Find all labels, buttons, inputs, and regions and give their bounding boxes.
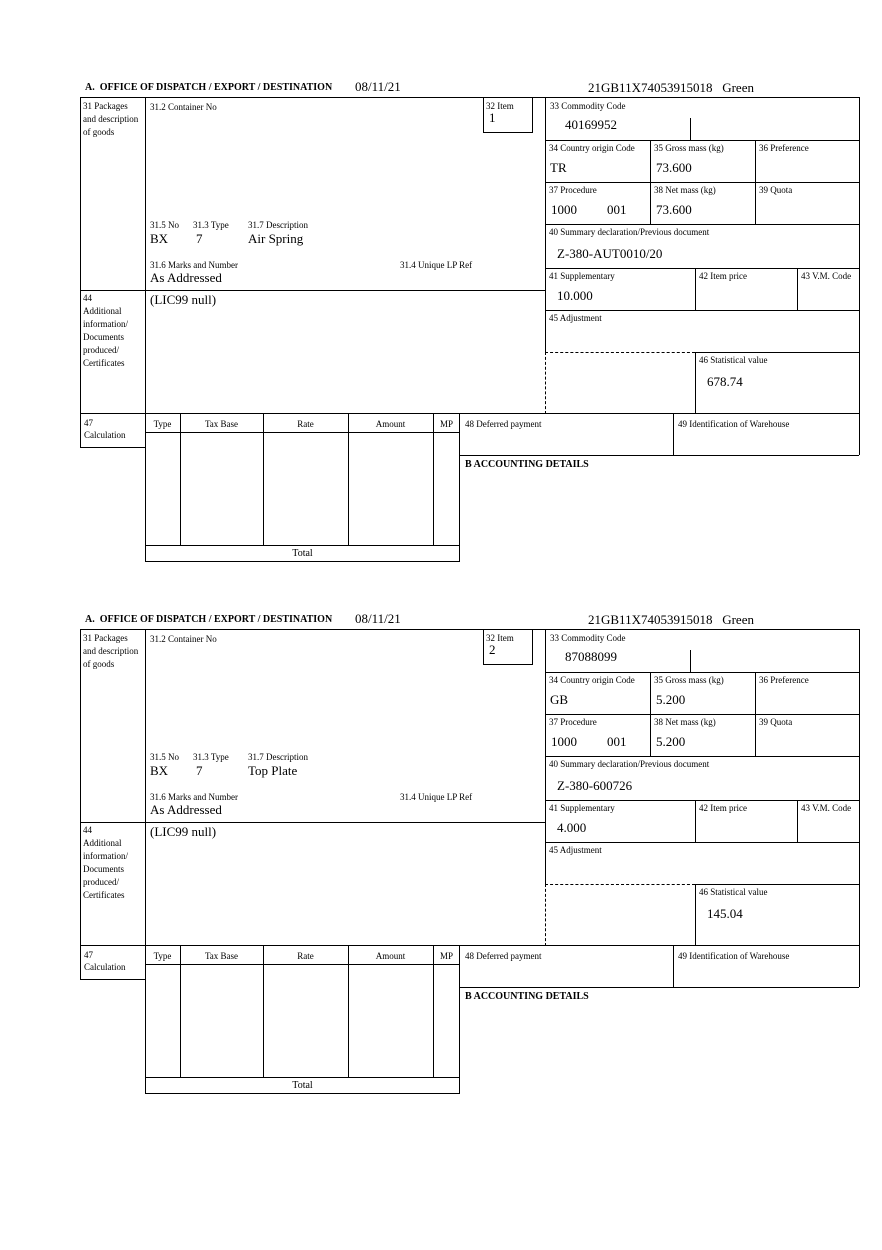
grid-line <box>180 946 181 1077</box>
box44-number: 44 <box>83 825 92 835</box>
grid-line <box>650 672 651 756</box>
box44-label: Additional information/ Documents produced/ Certificates <box>83 306 128 368</box>
item-number-value: 2 <box>489 642 496 657</box>
marks-value: As Addressed <box>150 802 222 817</box>
commodity-code-field-tick <box>690 650 691 672</box>
grid-line <box>545 672 860 673</box>
col-header-type: Type <box>153 951 172 961</box>
previous-document-value: Z-380-AUT0010/20 <box>557 246 663 261</box>
procedure-value: 1000 <box>551 734 577 749</box>
unique-lp-ref-label: 31.4 Unique LP Ref <box>400 792 473 802</box>
adjustment-label: 45 Adjustment <box>549 313 602 323</box>
additional-information-value: (LIC99 null) <box>150 292 217 307</box>
statistical-value: 145.04 <box>707 906 743 921</box>
grid-line-dashed <box>545 352 546 414</box>
grid-line <box>145 545 460 546</box>
procedure-ext-value: 001 <box>607 202 627 217</box>
grid-line <box>695 800 696 842</box>
country-origin-label: 34 Country origin Code <box>549 143 635 153</box>
grid-line <box>348 414 349 545</box>
grid-line <box>695 268 696 310</box>
container-no-label: 31.2 Container No <box>150 634 217 644</box>
item-label: 32 Item <box>486 633 514 643</box>
net-mass-value: 73.600 <box>656 202 692 217</box>
grid-line <box>545 140 860 141</box>
deferred-payment-label: 48 Deferred payment <box>465 419 542 429</box>
grid-line <box>695 884 696 946</box>
grid-line <box>545 756 860 757</box>
grid-line <box>460 987 859 988</box>
net-mass-value: 5.200 <box>656 734 686 749</box>
col-header-amount: Amount <box>375 419 406 429</box>
grid-line <box>145 964 460 965</box>
grid-line <box>695 352 696 414</box>
grid-line <box>673 946 674 987</box>
declaration-reference: 21GB11X74053915018 Green <box>588 612 754 627</box>
total-label: Total <box>292 548 313 559</box>
preference-label: 36 Preference <box>759 675 809 685</box>
grid-line <box>460 455 859 456</box>
grid-line <box>545 800 860 801</box>
grid-line <box>180 414 181 545</box>
grid-line <box>545 310 860 311</box>
calculation-table <box>145 413 460 562</box>
declaration-date: 08/11/21 <box>355 611 401 626</box>
grid-line <box>433 414 434 545</box>
commodity-code-value: 87088099 <box>565 649 617 664</box>
vm-code-label: 43 V.M. Code <box>801 803 852 813</box>
preference-label: 36 Preference <box>759 143 809 153</box>
unique-lp-ref-label: 31.4 Unique LP Ref <box>400 260 473 270</box>
grid-line <box>859 414 860 455</box>
package-type-value: 7 <box>196 763 203 778</box>
grid-line <box>695 352 860 353</box>
net-mass-label: 38 Net mass (kg) <box>654 185 716 195</box>
box44-number: 44 <box>83 293 92 303</box>
country-origin-value: GB <box>550 692 569 707</box>
commodity-code-label: 33 Commodity Code <box>550 101 626 111</box>
description-value: Air Spring <box>248 231 304 246</box>
col-header-tax-base: Tax Base <box>204 951 239 961</box>
statistical-value-label: 46 Statistical value <box>699 355 768 365</box>
col-header-mp: MP <box>439 419 453 429</box>
calculation-table <box>145 945 460 1094</box>
grid-line <box>673 414 674 455</box>
col-header-rate: Rate <box>297 951 314 961</box>
commodity-code-label: 33 Commodity Code <box>550 633 626 643</box>
grid-line <box>263 414 264 545</box>
grid-line <box>545 714 860 715</box>
grid-line <box>859 946 860 987</box>
description-value: Top Plate <box>248 763 298 778</box>
grid-line <box>545 268 860 269</box>
grid-line <box>80 290 545 291</box>
description-label: 31.7 Description <box>248 220 308 230</box>
grid-line <box>695 884 860 885</box>
commodity-code-value: 40169952 <box>565 117 617 132</box>
marks-label: 31.6 Marks and Number <box>150 260 238 270</box>
marks-label: 31.6 Marks and Number <box>150 792 238 802</box>
accounting-details-label: B ACCOUNTING DETAILS <box>465 459 589 470</box>
grid-line <box>650 140 651 224</box>
package-no-label: 31.5 No <box>150 752 179 762</box>
grid-line <box>145 629 146 946</box>
col-header-type: Type <box>153 419 172 429</box>
office-of-dispatch-title: A. OFFICE OF DISPATCH / EXPORT / DESTINATION <box>85 614 333 625</box>
col-header-tax-base: Tax Base <box>204 419 239 429</box>
box47-number: 47 <box>84 418 93 428</box>
grid-line-dashed <box>545 884 695 885</box>
col-header-mp: MP <box>439 951 453 961</box>
grid-line <box>433 946 434 1077</box>
marks-value: As Addressed <box>150 270 222 285</box>
supplementary-label: 41 Supplementary <box>549 803 615 813</box>
col-header-rate: Rate <box>297 419 314 429</box>
deferred-payment-label: 48 Deferred payment <box>465 951 542 961</box>
warehouse-id-label: 49 Identification of Warehouse <box>678 419 790 429</box>
gross-mass-label: 35 Gross mass (kg) <box>654 143 724 153</box>
quota-label: 39 Quota <box>759 717 793 727</box>
box47-label: Calculation <box>84 430 126 440</box>
declaration-item-section-1 <box>0 80 882 580</box>
package-type-value: 7 <box>196 231 203 246</box>
grid-line <box>145 1077 460 1078</box>
grid-line <box>755 140 756 224</box>
declaration-date: 08/11/21 <box>355 79 401 94</box>
package-no-value: BX <box>150 231 169 246</box>
grid-line-dashed <box>545 884 546 946</box>
grid-line <box>145 97 146 414</box>
package-type-label: 31.3 Type <box>193 752 229 762</box>
grid-line <box>797 800 798 842</box>
quota-label: 39 Quota <box>759 185 793 195</box>
grid-line <box>348 946 349 1077</box>
col-header-amount: Amount <box>375 951 406 961</box>
item-number-value: 1 <box>489 110 496 125</box>
box47-number: 47 <box>84 950 93 960</box>
grid-line <box>145 432 460 433</box>
declaration-reference: 21GB11X74053915018 Green <box>588 80 754 95</box>
previous-document-label: 40 Summary declaration/Previous document <box>549 759 710 769</box>
grid-line <box>545 224 860 225</box>
statistical-value: 678.74 <box>707 374 743 389</box>
gross-mass-label: 35 Gross mass (kg) <box>654 675 724 685</box>
additional-information-value: (LIC99 null) <box>150 824 217 839</box>
box44-label: Additional information/ Documents produced/ Certificates <box>83 838 128 900</box>
grid-line <box>797 268 798 310</box>
previous-document-label: 40 Summary declaration/Previous document <box>549 227 710 237</box>
package-no-label: 31.5 No <box>150 220 179 230</box>
adjustment-label: 45 Adjustment <box>549 845 602 855</box>
vm-code-label: 43 V.M. Code <box>801 271 852 281</box>
grid-line <box>263 946 264 1077</box>
grid-line <box>755 672 756 756</box>
procedure-label: 37 Procedure <box>549 717 597 727</box>
procedure-ext-value: 001 <box>607 734 627 749</box>
package-type-label: 31.3 Type <box>193 220 229 230</box>
grid-line-dashed <box>545 352 695 353</box>
country-origin-value: TR <box>550 160 567 175</box>
procedure-value: 1000 <box>551 202 577 217</box>
grid-line <box>545 842 860 843</box>
procedure-label: 37 Procedure <box>549 185 597 195</box>
item-price-label: 42 Item price <box>699 803 747 813</box>
total-label: Total <box>292 1080 313 1091</box>
gross-mass-value: 5.200 <box>656 692 686 707</box>
declaration-item-section-2 <box>0 612 882 1112</box>
country-origin-label: 34 Country origin Code <box>549 675 635 685</box>
description-label: 31.7 Description <box>248 752 308 762</box>
supplementary-label: 41 Supplementary <box>549 271 615 281</box>
commodity-code-field-tick <box>690 118 691 140</box>
office-of-dispatch-title: A. OFFICE OF DISPATCH / EXPORT / DESTINATION <box>85 82 333 93</box>
net-mass-label: 38 Net mass (kg) <box>654 717 716 727</box>
item-price-label: 42 Item price <box>699 271 747 281</box>
package-no-value: BX <box>150 763 169 778</box>
box31-label: 31 Packages and description of goods <box>83 633 139 669</box>
warehouse-id-label: 49 Identification of Warehouse <box>678 951 790 961</box>
item-label: 32 Item <box>486 101 514 111</box>
container-no-label: 31.2 Container No <box>150 102 217 112</box>
grid-line <box>80 822 545 823</box>
supplementary-value: 4.000 <box>557 820 587 835</box>
accounting-details-label: B ACCOUNTING DETAILS <box>465 991 589 1002</box>
box47-label: Calculation <box>84 962 126 972</box>
box31-label: 31 Packages and description of goods <box>83 101 139 137</box>
grid-line <box>545 182 860 183</box>
gross-mass-value: 73.600 <box>656 160 692 175</box>
statistical-value-label: 46 Statistical value <box>699 887 768 897</box>
previous-document-value: Z-380-600726 <box>557 778 633 793</box>
supplementary-value: 10.000 <box>557 288 593 303</box>
